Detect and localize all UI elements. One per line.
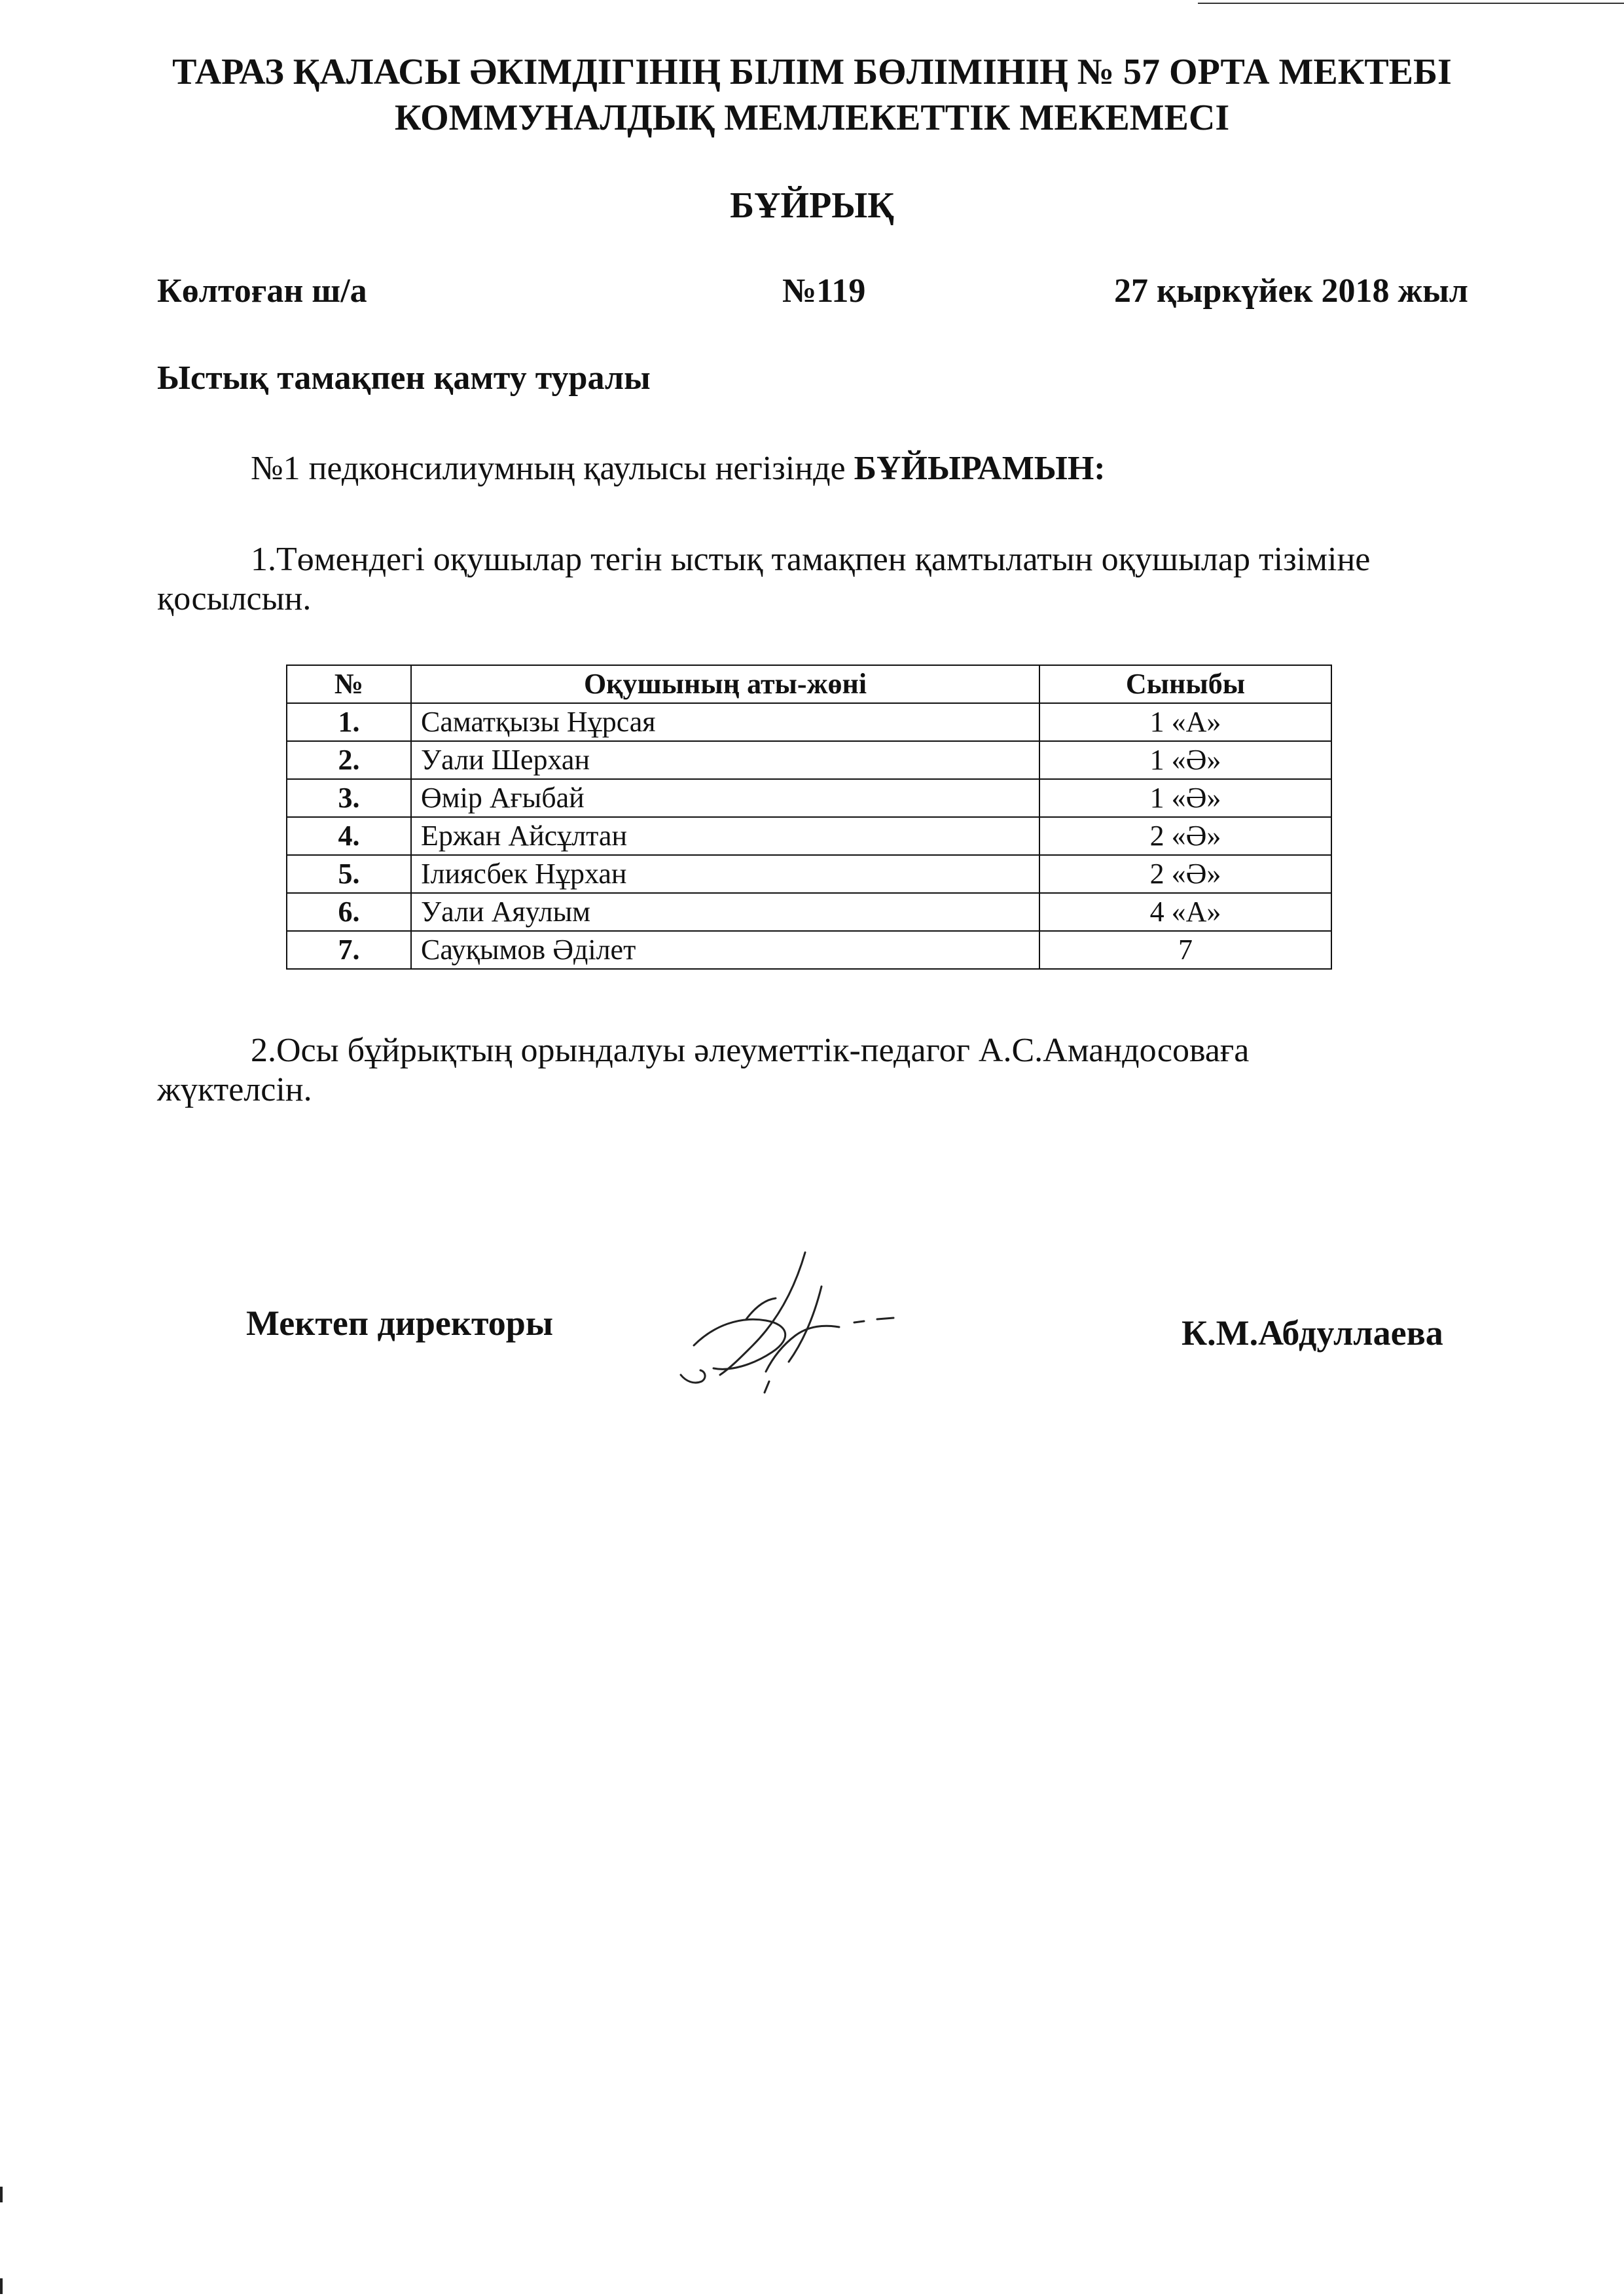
student-class: 1 «А»	[1039, 703, 1331, 741]
scan-edge-mark	[0, 2187, 3, 2202]
table-header-row	[287, 665, 1331, 703]
row-number: 4.	[287, 817, 411, 855]
header-line-2: КОММУНАЛДЫҚ МЕМЛЕКЕТТІК МЕКЕМЕСІ	[394, 98, 1230, 138]
student-class: 4 «А»	[1039, 893, 1331, 931]
row-number: 6.	[287, 893, 411, 931]
header-line-1: ТАРАЗ ҚАЛАСЫ ӘКІМДІГІНІҢ БІЛІМ БӨЛІМІНІҢ № 57 ОРТА МЕКТЕБІ	[172, 52, 1452, 92]
student-class: 2 «Ә»	[1039, 855, 1331, 893]
row-number: 2.	[287, 741, 411, 779]
student-class: 1 «Ә»	[1039, 779, 1331, 817]
place: Көлтоған ш/а	[157, 272, 367, 310]
header-number: №	[287, 665, 411, 703]
student-name: Сауқымов Әділет	[411, 931, 1039, 969]
item-1-line-2: қосылсын.	[157, 580, 312, 617]
scan-artifact-line	[1198, 3, 1624, 4]
table-row	[287, 741, 1331, 779]
student-class: 1 «Ә»	[1039, 741, 1331, 779]
scan-edge-mark	[0, 2278, 3, 2294]
preamble-text: №1 педконсилиумның қаулысы негізінде	[251, 450, 854, 487]
preamble-emphasis: БҰЙЫРАМЫН:	[854, 450, 1106, 487]
table-row	[287, 893, 1331, 931]
student-table	[286, 665, 1332, 970]
item-2-line-1: 2.Осы бұйрықтың орындалуы әлеуметтік-педагог А.С.Амандосоваға	[251, 1032, 1250, 1069]
student-name: Уали Шерхан	[411, 741, 1039, 779]
student-name: Саматқызы Нұрсая	[411, 703, 1039, 741]
row-number: 3.	[287, 779, 411, 817]
item-2-line-2: жүктелсін.	[157, 1071, 312, 1108]
table-row	[287, 817, 1331, 855]
order-number: №119	[782, 272, 866, 310]
header-class: Сыныбы	[1039, 665, 1331, 703]
item-1-line-1: 1.Төмендегі оқушылар тегін ыстық тамақпен қамтылатын оқушылар тізіміне	[251, 541, 1371, 578]
student-class: 2 «Ә»	[1039, 817, 1331, 855]
handwritten-signature	[668, 1247, 903, 1398]
document-type: БҰЙРЫҚ	[730, 185, 894, 226]
student-name: Ілиясбек Нұрхан	[411, 855, 1039, 893]
student-name: Өмір Ағыбай	[411, 779, 1039, 817]
row-number: 5.	[287, 855, 411, 893]
table-row	[287, 779, 1331, 817]
table-row	[287, 703, 1331, 741]
signatory-title: Мектеп директоры	[246, 1303, 553, 1343]
order-subject: Ыстық тамақпен қамту туралы	[157, 359, 651, 397]
student-name: Ержан Айсұлтан	[411, 817, 1039, 855]
row-number: 7.	[287, 931, 411, 969]
row-number: 1.	[287, 703, 411, 741]
signatory-name: К.М.Абдуллаева	[1182, 1313, 1443, 1353]
table-row	[287, 855, 1331, 893]
header-name: Оқушының аты-жөні	[411, 665, 1039, 703]
table-row	[287, 931, 1331, 969]
preamble	[251, 449, 1106, 488]
student-name: Уали Аяулым	[411, 893, 1039, 931]
student-class: 7	[1039, 931, 1331, 969]
order-date: 27 қыркүйек 2018 жыл	[1114, 272, 1468, 310]
